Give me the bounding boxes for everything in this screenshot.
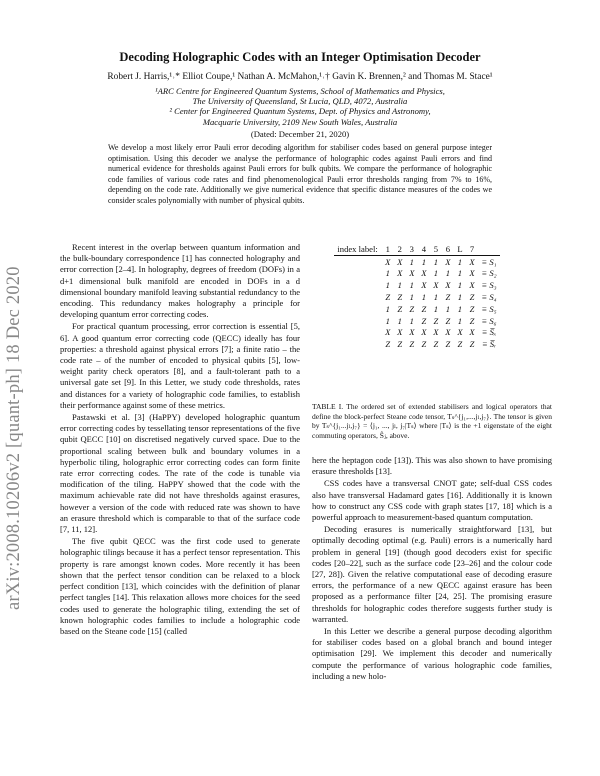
paper-title: Decoding Holographic Codes with an Integer Optimisation Decoder xyxy=(119,50,481,64)
arxiv-id: arXiv:2008.10206v2 [quant-ph] 18 Dec 2020 xyxy=(4,266,24,610)
table-cell: Z xyxy=(433,315,439,326)
table-cell: 1 xyxy=(409,280,414,291)
body-paragraph: Decoding erasures is numerically straightforward [13], but optimally decoding optimal (e.g. Pauli) errors is a numerically hard problem in general [19] (though good decoders exist for specific codes [20–22], such as the surface code [23–26] and the colour code [27, 28]). Given the relative computational ease of decoding erasure errors, the performance of a new QECC against erasure has been proposed as a performance filter [24, 25]. The promising erasure thresholds for holographic codes therefore suggests further study is warranted. xyxy=(312,524,552,624)
table-cell: X xyxy=(421,280,427,291)
table-cell: 1 xyxy=(457,256,463,267)
table-cell: X xyxy=(409,268,415,279)
table-cell: 1 xyxy=(457,292,463,303)
body-paragraph: here the heptagon code [13]). This was also shown to have promising erasure thresholds [13]. xyxy=(312,455,552,477)
table-cell: 1 xyxy=(385,303,390,314)
body-paragraph: The five qubit QECC was the first code used to generate holographic tilings because it has a perfect tensor representation. This property is rare amongst known codes. More recently it has been shown that the perfect tensor condition can be relaxed to a block perfect condition [13], which coincides with the definition of planar perfect tangles [14]. This relaxation allows more choices for the seed codes used to generate the holographic tiling, extending the set of known holographic codes families to include a holographic code based on the Steane code [15] (called xyxy=(60,536,300,636)
affiliation-line: The University of Queensland, St Lucia, QLD, 4072, Australia xyxy=(192,96,408,107)
table-cell: 1 xyxy=(445,303,451,314)
table-row xyxy=(334,268,500,280)
table-cell: 1 xyxy=(409,256,414,267)
body-paragraph: Pastawski et al. [3] (HaPPY) developed holographic quantum error correcting codes by tessellating tensor representations of the five qubit QECC [10] on discretised negatively curved space. Due to the proportional scaling between bulk and boundary volumes in a hyperbolic tiling, holographic error correcting codes can form finite rate error correcting codes. The rate of the code is tunable via modification of the tiling. HaPPY showed that the code with the maximum achievable rate did not have thresholds against erasures, however a version of the code with reduced rate was shown to have an erasure threshold which is comparable to that of the surface code [7, 11, 12]. xyxy=(60,412,300,535)
table-header-cell: 1 xyxy=(382,243,394,255)
body-paragraph: CSS codes have a transversal CNOT gate; self-dual CSS codes also have transversal Hadamard gates [16]. Additionally it is known how to construct any CSS code with graph states [17, 18] which is a powerful approach to measurement-based quantum computation. xyxy=(312,478,552,523)
table-cell: Z xyxy=(385,292,391,303)
table-row-spacer xyxy=(334,303,382,315)
table-cell: 1 xyxy=(457,315,463,326)
table-cell: Z xyxy=(421,315,427,326)
table-cell: ≡ S₅ xyxy=(481,303,497,314)
table-cell: X xyxy=(457,327,463,338)
affiliation-line: ² Center for Engineered Quantum Systems, Dept. of Physics and Astronomy, xyxy=(169,106,431,117)
table-cell: Z xyxy=(433,339,439,350)
table-header-cell xyxy=(478,243,500,255)
table-cell: X xyxy=(445,256,451,267)
table-cell: ≡ S₁ xyxy=(481,256,497,267)
table-cell: X xyxy=(397,327,403,338)
table-cell: X xyxy=(433,327,439,338)
table-cell: 1 xyxy=(385,268,390,279)
affiliation-line: Macquarie University, 2109 New South Wales, Australia xyxy=(202,116,398,127)
stabiliser-table xyxy=(334,243,500,350)
table-row-spacer xyxy=(334,327,382,339)
table-cell: 1 xyxy=(385,280,390,291)
table-row xyxy=(334,291,500,303)
table-cell: Z xyxy=(409,303,415,314)
table-cell: Z xyxy=(457,339,463,350)
table-cell: X xyxy=(421,327,427,338)
table-cell: Z xyxy=(421,339,427,350)
table-cell: X xyxy=(409,327,415,338)
table-cell: X xyxy=(469,268,475,279)
table-cell: X xyxy=(469,327,475,338)
right-column xyxy=(312,455,552,682)
table-cell: ≡ S̅ₓ xyxy=(481,327,497,338)
table-row xyxy=(334,315,500,327)
table-row-spacer xyxy=(334,268,382,280)
table-cell: X xyxy=(397,256,403,267)
table-cell: Z xyxy=(445,339,451,350)
table-row xyxy=(334,303,500,315)
abstract: We develop a most likely error Pauli error decoding algorithm for stabiliser codes based on general purpose integer optimisation. Using this decoder we analyse the performance of holographic codes against Pauli errors and find numerical evidence for thresholds against Pauli errors for bulk qubits. We compare the performance of holographic code families of various code rates and find phenomenological Pauli error thresholds ranging from 7% to 16%, depending on the code rate. Additionally we give numerical evidence that specific distance measures of the codes we consider scales polynomially with number of physical qubits. xyxy=(108,143,492,205)
table-cell: X xyxy=(469,256,475,267)
table-cell: X xyxy=(385,327,391,338)
affiliation-line: ¹ARC Centre for Engineered Quantum Systems, School of Mathematics and Physics, xyxy=(155,86,445,96)
table-cell: Z xyxy=(409,339,415,350)
table-cell: Z xyxy=(469,303,475,314)
table-cell: 1 xyxy=(385,315,390,326)
table-cell: 1 xyxy=(433,292,439,303)
table-cell: Z xyxy=(469,292,475,303)
table-row-spacer xyxy=(334,279,382,291)
table-row xyxy=(334,338,500,350)
table-cell: 1 xyxy=(397,280,402,291)
table-header-cell: 3 xyxy=(406,243,418,255)
table-cell: 1 xyxy=(421,292,426,303)
table-header-cell: 2 xyxy=(394,243,406,255)
table-cell: 1 xyxy=(397,315,402,326)
table-cell: Z xyxy=(445,315,451,326)
table-caption: TABLE I. The ordered set of extended stabilisers and logical operators that define the block-perfect Steane code tensor, Tₛ^{j₁,...,jₗ,j₇}. The tensor is given by Tₛ^{j₁...jₗ,j₇} = ⟨j₁, ..., jₗ, j₇|Tₛ⟩ where |Tₛ⟩ is the +1 eigenstate of the eight commuting operators, Ŝⱼ, above. xyxy=(312,402,552,440)
date-line: (Dated: December 21, 2020) xyxy=(250,129,350,139)
table-cell: 1 xyxy=(409,292,414,303)
table-cell: 1 xyxy=(433,268,439,279)
table-row xyxy=(334,279,500,291)
table-cell: ≡ S₃ xyxy=(481,280,497,291)
table-cell: X xyxy=(445,280,451,291)
table-cell: X xyxy=(445,327,451,338)
table-cell: 1 xyxy=(409,315,414,326)
arxiv-watermark xyxy=(4,210,34,610)
table-row-spacer xyxy=(334,315,382,327)
table-cell: 1 xyxy=(445,268,451,279)
table-cell: Z xyxy=(397,292,403,303)
table-header-cell: 4 xyxy=(418,243,430,255)
table-row xyxy=(334,327,500,339)
table-cell: X xyxy=(469,280,475,291)
table-cell: 1 xyxy=(457,280,463,291)
table-cell: 1 xyxy=(433,303,439,314)
body-paragraph: In this Letter we describe a general purpose decoding algorithm for stabiliser codes based on a global branch and bound integer optimisation [29]. We implement this decoder and numerically compute the performance of various holographic code families, including a new holo- xyxy=(312,626,552,681)
table-cell: ≡ S₂ xyxy=(481,268,497,279)
table-cell: X xyxy=(433,280,439,291)
table-cell: Z xyxy=(445,292,451,303)
table-cell: 1 xyxy=(433,256,439,267)
table-cell: ≡ S₆ xyxy=(481,315,497,326)
table-cell: X xyxy=(397,268,403,279)
table-header-cell: 5 xyxy=(430,243,442,255)
table-cell: Z xyxy=(469,339,475,350)
table-row-spacer xyxy=(334,291,382,303)
table-header-row xyxy=(334,243,500,255)
table-cell: X xyxy=(385,256,391,267)
table-cell: 1 xyxy=(421,256,426,267)
body-paragraph: Recent interest in the overlap between quantum information and the bulk-boundary correspondence [1] has connected holography and error correction [2–4]. In holography, degrees of freedom (DOFs) in a d+1 dimensional bulk manifold are encoded in DOFs in a d dimensional boundary manifold leaving substantial redundancy to the encoding. This redundancy makes holography a principle for developing quantum error correcting codes. xyxy=(60,242,300,320)
table-cell: 1 xyxy=(457,268,463,279)
affiliations xyxy=(60,86,540,127)
table-row-spacer xyxy=(334,255,382,267)
table-cell: ≡ S̅ᵣ xyxy=(481,339,497,350)
table-cell: Z xyxy=(397,303,403,314)
author-list: Robert J. Harris,¹˒* Elliot Coupe,¹ Nathan A. McMahon,¹˒† Gavin K. Brennen,² and Thomas M. Stace¹ xyxy=(107,72,493,82)
table-header-cell: 7 xyxy=(466,243,478,255)
left-column xyxy=(60,242,300,637)
table-header-cell: 6 xyxy=(442,243,454,255)
table-cell: X xyxy=(421,268,427,279)
body-paragraph: For practical quantum processing, error correction is essential [5, 6]. A good quantum error correcting code (QECC) ideally has four properties: a threshold against physical errors [7]; a finite ratio – the code rate – of the number of encoded to physical qubits [5], low-weight parity check operators [8], and a fault-tolerant path to a universal gate set [9]. In this Letter, we study code thresholds, rates and distances for a variety of holographic code families, to establish their performance against some of these metrics. xyxy=(60,321,300,410)
table-cell: 1 xyxy=(457,303,463,314)
table-cell: ≡ S₄ xyxy=(481,292,497,303)
table-cell: Z xyxy=(397,339,403,350)
table-cell: Z xyxy=(385,339,391,350)
table-row xyxy=(334,255,500,267)
table-cell: Z xyxy=(469,315,475,326)
table-header-label: index label: xyxy=(334,243,382,255)
table-row-spacer xyxy=(334,338,382,350)
table-header-cell: L xyxy=(454,243,466,255)
table-cell: Z xyxy=(421,303,427,314)
